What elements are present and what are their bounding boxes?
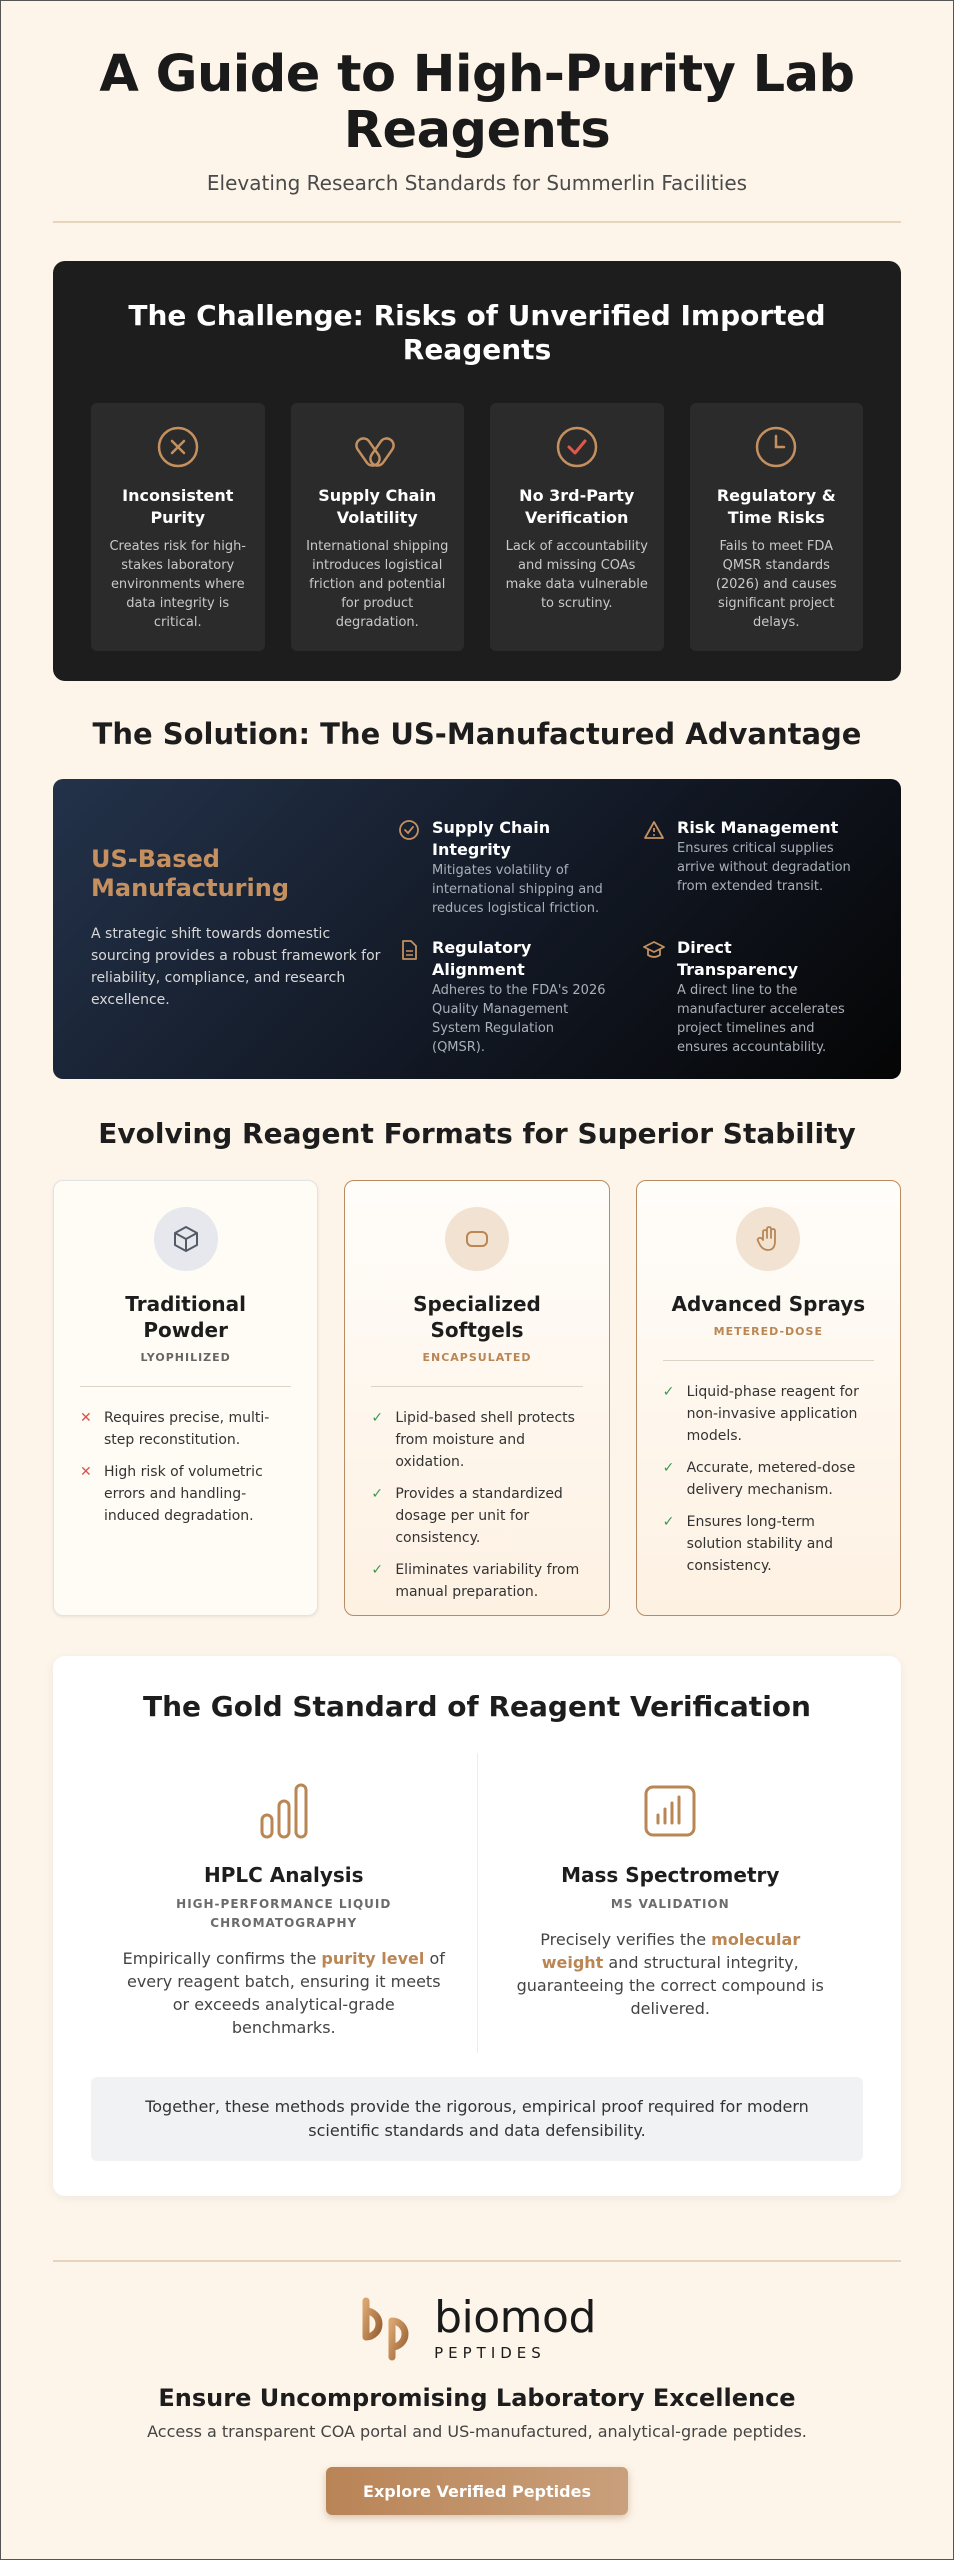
solution-heading: US-Based Manufacturing bbox=[91, 845, 289, 902]
list-item: ✓ Accurate, metered-dose delivery mechanism. bbox=[662, 1460, 856, 1498]
solution-feature bbox=[398, 937, 608, 1057]
page-subtitle: Elevating Research Standards for Summerlin Facilities bbox=[206, 171, 748, 195]
challenge-card-title: Supply Chain Volatility bbox=[318, 486, 437, 527]
brand-logo bbox=[53, 2292, 901, 2362]
format-title: Traditional Powder bbox=[125, 1292, 247, 1342]
ms-column bbox=[478, 1753, 864, 2053]
check-badge-icon bbox=[398, 819, 420, 841]
divider bbox=[53, 2260, 901, 2262]
format-card bbox=[344, 1180, 609, 1616]
x-circle-icon bbox=[156, 425, 200, 469]
solution-title: The Solution: The US-Manufactured Advantage bbox=[92, 717, 862, 751]
challenge-card-text: Fails to meet FDA QMSR standards (2026) and causes significant project delays. bbox=[715, 539, 837, 630]
ms-title: Mass Spectrometry bbox=[561, 1863, 780, 1887]
explore-peptides-button[interactable]: Explore Verified Peptides bbox=[326, 2467, 628, 2515]
cta-title: Ensure Uncompromising Laboratory Excellence bbox=[158, 2384, 796, 2412]
cta-subtitle: Access a transparent COA portal and US-manufactured, analytical-grade peptides. bbox=[147, 2422, 807, 2441]
format-title: Specialized Softgels bbox=[413, 1292, 541, 1342]
solution-feature bbox=[643, 937, 853, 1057]
logo-sub: PEPTIDES bbox=[434, 2344, 546, 2362]
list-item: ✓ Eliminates variability from manual preparation. bbox=[371, 1562, 580, 1600]
page-title: A Guide to High-Purity Lab Reagents bbox=[99, 45, 855, 160]
list-item: ✓ Lipid-based shell protects from moisture and oxidation. bbox=[371, 1410, 575, 1470]
solution-panel bbox=[53, 779, 901, 1079]
challenge-card-text: Creates risk for high-stakes laboratory environments where data integrity is critical. bbox=[109, 539, 247, 630]
challenge-card bbox=[690, 403, 864, 651]
format-card bbox=[53, 1180, 318, 1616]
feature-text: Mitigates volatility of international shipping and reduces logistical friction. bbox=[432, 863, 603, 916]
hplc-tag: HIGH-PERFORMANCE LIQUID CHROMATOGRAPHY bbox=[176, 1897, 392, 1930]
check-circle-icon bbox=[555, 425, 599, 469]
hplc-column bbox=[91, 1753, 477, 2053]
list-item: ✓ Liquid-phase reagent for non-invasive application models. bbox=[662, 1384, 859, 1444]
challenge-card-text: Lack of accountability and missing COAs make data vulnerable to scrutiny. bbox=[505, 539, 648, 611]
bar-chart-icon bbox=[254, 1781, 314, 1841]
format-title: Advanced Sprays bbox=[671, 1292, 866, 1316]
feature-text: Adheres to the FDA's 2026 Quality Management System Regulation (QMSR). bbox=[432, 983, 606, 1055]
solution-feature bbox=[398, 817, 608, 918]
challenge-card-title: Inconsistent Purity bbox=[122, 486, 234, 527]
divider bbox=[53, 221, 901, 223]
hplc-title: HPLC Analysis bbox=[203, 1863, 364, 1887]
challenge-card bbox=[291, 403, 465, 651]
formats-title: Evolving Reagent Formats for Superior Stability bbox=[98, 1117, 856, 1150]
format-tag: METERED-DOSE bbox=[713, 1325, 823, 1338]
graduation-cap-icon bbox=[643, 939, 665, 961]
list-item: ✓ Provides a standardized dosage per unit for consistency. bbox=[371, 1486, 563, 1546]
verification-title: The Gold Standard of Reagent Verification bbox=[143, 1690, 811, 1723]
logo-word: biomod bbox=[434, 2292, 596, 2343]
ms-text: Precisely verifies the molecular weight and structural integrity, guaranteeing the correct compound is delivered. bbox=[516, 1930, 824, 2018]
challenge-card bbox=[91, 403, 265, 651]
format-card bbox=[636, 1180, 901, 1616]
hero-header bbox=[53, 1, 901, 195]
feature-title: Regulatory Alignment bbox=[432, 938, 532, 979]
bp-logo-icon bbox=[358, 2297, 424, 2361]
list-item: ✓ Ensures long-term solution stability and consistency. bbox=[662, 1514, 834, 1574]
feature-title: Supply Chain Integrity bbox=[432, 818, 551, 859]
verification-note: Together, these methods provide the rigorous, empirical proof required for modern scientific standards and data defensibility. bbox=[91, 2077, 863, 2161]
format-tag: ENCAPSULATED bbox=[422, 1351, 532, 1364]
link-icon bbox=[355, 425, 399, 469]
feature-title: Direct Transparency bbox=[677, 938, 799, 979]
hand-icon bbox=[736, 1207, 800, 1271]
feature-title: Risk Management bbox=[677, 818, 839, 837]
solution-feature bbox=[643, 817, 853, 896]
warning-icon bbox=[643, 819, 665, 841]
challenge-card-text: International shipping introduces logistical friction and potential for product degradation. bbox=[306, 539, 449, 630]
format-tag: LYOPHILIZED bbox=[140, 1351, 231, 1364]
challenge-card bbox=[490, 403, 664, 651]
list-item: ✕ High risk of volumetric errors and handling-induced degradation. bbox=[80, 1464, 263, 1524]
challenge-card-title: No 3rd-Party Verification bbox=[519, 486, 635, 527]
challenge-section bbox=[53, 261, 901, 681]
feature-text: Ensures critical supplies arrive without degradation from extended transit. bbox=[677, 841, 851, 894]
verification-section bbox=[53, 1656, 901, 2196]
feature-text: A direct line to the manufacturer accelerates project timelines and ensures accountability. bbox=[677, 983, 845, 1055]
challenge-card-title: Regulatory & Time Risks bbox=[716, 486, 836, 527]
cube-icon bbox=[154, 1207, 218, 1271]
challenge-title: The Challenge: Risks of Unverified Imported Reagents bbox=[128, 299, 826, 366]
ms-tag: MS VALIDATION bbox=[610, 1897, 730, 1911]
hplc-text: Empirically confirms the purity level of every reagent batch, ensuring it meets or exceeds analytical-grade benchmarks. bbox=[122, 1949, 445, 2037]
document-icon bbox=[398, 939, 420, 961]
solution-text: A strategic shift towards domestic sourcing provides a robust framework for reliability, compliance, and research excellence. bbox=[91, 926, 381, 1008]
clock-icon bbox=[754, 425, 798, 469]
analytics-icon bbox=[640, 1781, 700, 1841]
capsule-icon bbox=[445, 1207, 509, 1271]
list-item: ✕ Requires precise, multi-step reconstitution. bbox=[80, 1410, 270, 1448]
